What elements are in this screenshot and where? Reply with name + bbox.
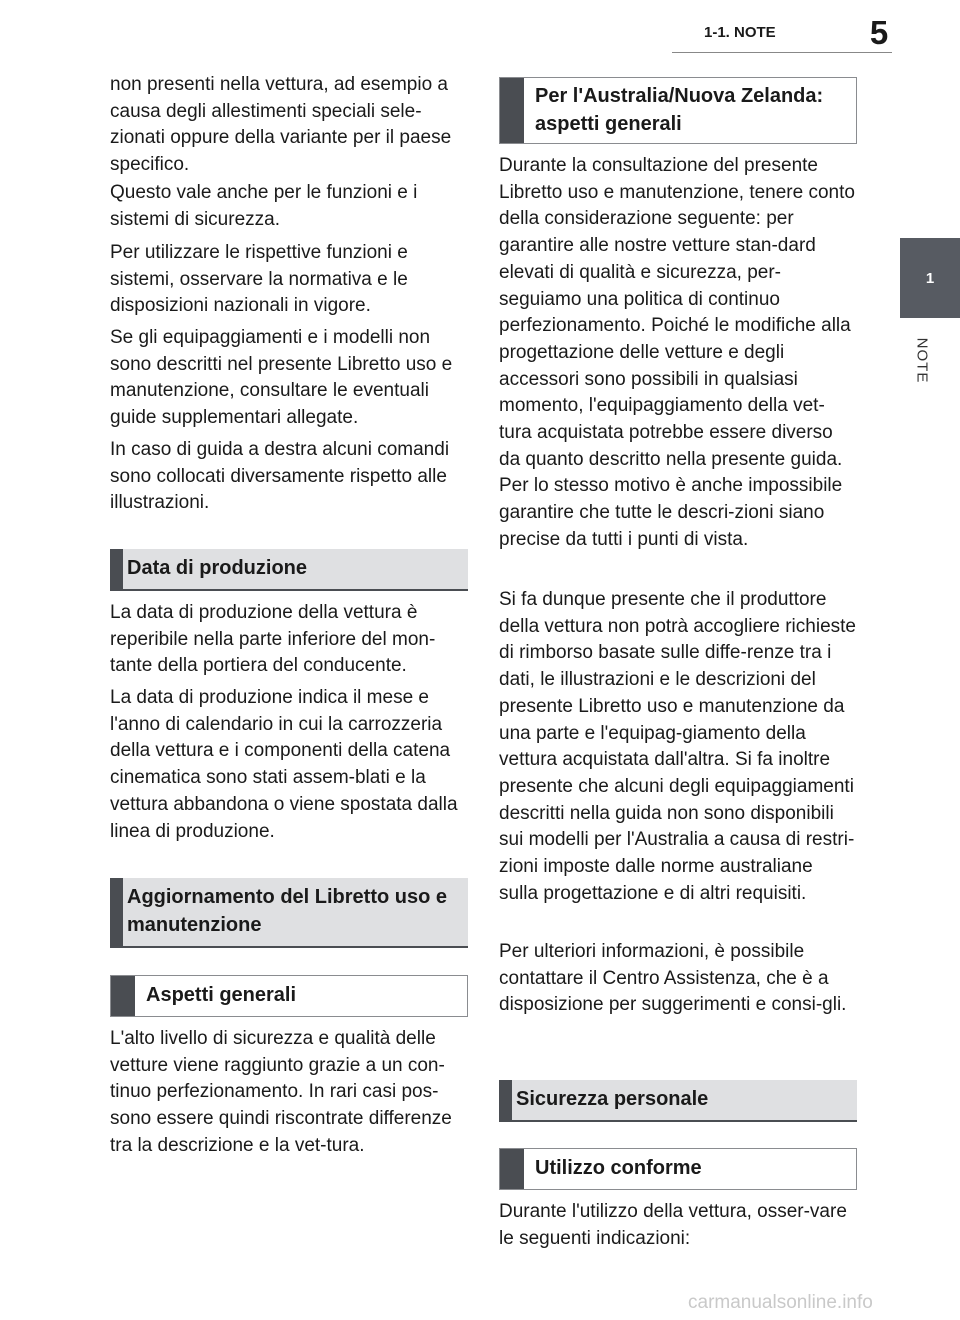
australia-paragraph-3: Per ulteriori informazioni, è possibile contattare il Centro Assistenza, che è a disposizione per suggerimenti e consi-gli. bbox=[499, 941, 847, 1016]
general-aspects-paragraph: L'alto livello di sicurezza e qualità delle vetture viene raggiunto grazie a un con-tinuo perfezionamento. In rari casi pos-sono essere quindi riscontrate differenze tra la descrizione e la vet-tura. bbox=[110, 1028, 452, 1156]
proper-use-paragraph: Durante l'utilizzo della vettura, osser-vare le seguenti indicazioni: bbox=[499, 1201, 847, 1249]
production-paragraph-2: La data di produzione indica il mese e l'anno di calendario in cui la carrozzeria della vettura e i componenti della catena cinematica sono stati assem-blati e la vettura abbandona o viene spostata dalla linea di produzione. bbox=[110, 687, 458, 842]
australia-paragraph-2: Si fa dunque presente che il produttore della vettura non potrà accogliere richieste di rimborso basate sulle diffe-renze tra i dati, le illustrazioni e le descrizioni del presente Libretto uso e manutenzione da una parte e l'equipag-giamento della vettura acquistata dall'altra. Si fa inoltre presente che alcuni degli equipaggiamenti descritti nella guida non sono disponibili sui modelli per l'Australia a causa di restri-zioni imposte dalle norme australiane sulla progettazione e di altri requisiti. bbox=[499, 589, 856, 904]
section-title: 1-1. NOTE bbox=[704, 24, 776, 41]
manual-update-heading: Aggiornamento del Libretto uso e manutenzione bbox=[110, 878, 468, 948]
australia-heading: Per l'Australia/Nuova Zelanda: aspetti generali bbox=[499, 77, 857, 144]
intro-paragraph-3: Per utilizzare le rispettive funzioni e sistemi, osservare la normativa e le disposizioni nazionali in vigore. bbox=[110, 242, 408, 317]
proper-use-heading: Utilizzo conforme bbox=[499, 1148, 857, 1190]
chapter-tab-label: NOTE bbox=[913, 337, 931, 383]
australia-paragraph-1: Durante la consultazione del presente Libretto uso e manutenzione, tenere conto della considerazione seguente: per garantire alle nostre vetture stan-dard elevati di qualità e sicurezza, per-seguiamo una politica di continuo perfezionamento. Poiché le modifiche alla progettazione delle vetture e degli accessori sono possibili in qualsiasi momento, l'equipaggiamento della vet-tura acquistata potrebbe essere diverso da quanto descritto nella presente guida. Per lo stesso motivo è anche impossibile garantire che tutte le descri-zioni siano precise da tutti i punti di vista. bbox=[499, 155, 855, 550]
chapter-tab[interactable] bbox=[900, 238, 960, 318]
header-divider bbox=[672, 52, 892, 53]
intro-paragraph-1: non presenti nella vettura, ad esempio a causa degli allestimenti speciali sele-zionati oppure della variante per il paese specifico. bbox=[110, 74, 452, 176]
general-aspects-heading: Aspetti generali bbox=[110, 975, 468, 1017]
intro-paragraph-5: In caso di guida a destra alcuni comandi sono collocati diversamente rispetto alle illustrazioni. bbox=[110, 439, 450, 514]
production-heading: Data di produzione bbox=[110, 549, 468, 591]
page-number: 5 bbox=[869, 14, 889, 51]
intro-paragraph-2: Questo vale anche per le funzioni e i sistemi di sicurezza. bbox=[110, 182, 418, 230]
intro-paragraph-4: Se gli equipaggiamenti e i modelli non sono descritti nel presente Libretto uso e manutenzione, consultare le eventuali guide supplementari allegate. bbox=[110, 327, 453, 429]
chapter-tab-number: 1 bbox=[925, 269, 935, 287]
watermark: carmanualsonline.info bbox=[688, 1292, 873, 1313]
personal-safety-heading: Sicurezza personale bbox=[499, 1080, 857, 1122]
production-paragraph-1: La data di produzione della vettura è reperibile nella parte inferiore del mon-tante della portiera del conducente. bbox=[110, 602, 436, 677]
